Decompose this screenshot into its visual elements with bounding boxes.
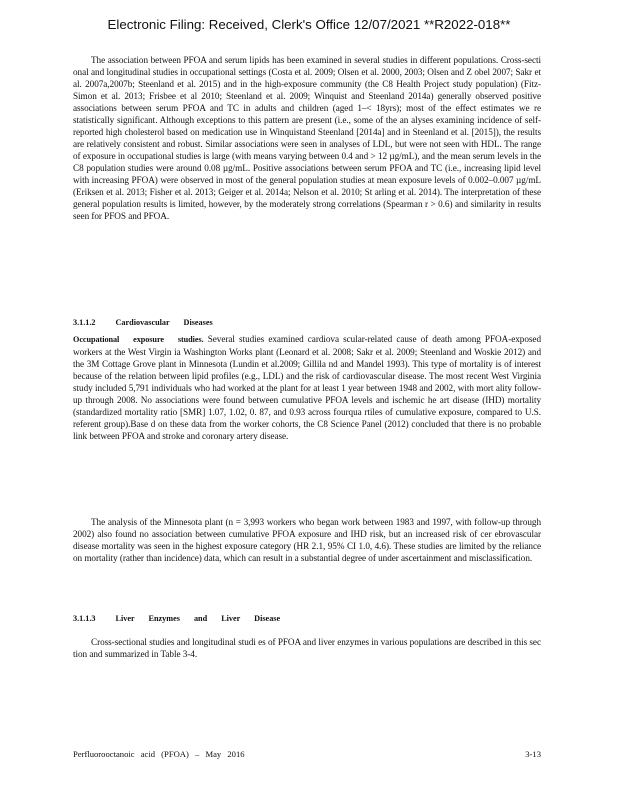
section-title: Cardiovascular Diseases (115, 318, 213, 327)
section-number: 3.1.1.2 (73, 318, 96, 327)
footer-page-number: 3-13 (525, 749, 541, 759)
filing-stamp: Electronic Filing: Received, Clerk's Office 12/07/2021 **R2022-018** (107, 17, 511, 32)
paragraph-minnesota: The analysis of the Minnesota plant (n = 3,993 workers who began work between 1983 and 1997, with follow-up through 2002) also found no association between cumulative PFOA exposure and IHD risk, but an increased risk of cer ebrovascular disease mortality was seen in the highest exposure category (HR 2.1, 95% CI 1.0, 4.6). These studies are limited by the reliance on mortality (rather than incidence) data, which can result in a substantial degree of under ascertainment and misclassification. (73, 517, 541, 563)
paragraph-occupational (73, 333, 541, 442)
run-in-heading: Occupational exposure studies. (73, 335, 204, 344)
paragraph-lipids: The association between PFOA and serum lipids has been examined in several studies in different populations. Cross-secti onal and longitudinal studies in occupational settings (Costa et al. 2009; Olsen et al. 2000, 2003; Olsen and Z obel 2007; Sakr et al. 2007a,2007b; Steenland et al. 2015) and in the high-exposure community (the C8 Health Project study population) (Fitz-Simon et al. 2013; Frisbee et al 2010; Steenland et al. 2009; Winquist and Steenland 2014a) generally observed positive associations between serum PFOA and TC in adults and children (aged 1–< 18yrs); most of the effect estimates we re statistically significant. Although exceptions to this pattern are present (i.e., some of the an alyses examining incidence of self-reported high cholesterol based on medication use in Winquistand Steenland [2014a] and in Steenland et al. [2015]), the results are relatively consistent and robust. Similar associations were seen in analyses of LDL, but were not seen with HDL. The range of exposure in occupational studies is large (with means varying between 0.4 and > 12 µg/mL), and the mean serum levels in the C8 population studies were around 0.08 µg/mL. Positive associations between serum PFOA and TC (i.e., increasing lipid level with increasing PFOA) were observed in most of the general population studies at mean exposure levels of 0.002–0.007 µg/mL (Eriksen et al. 2013; Fisher et al. 2013; Geiger et al. 2014a; Nelson et al. 2010; St arling et al. 2014). The interpretation of these general population results is limited, however, by the moderately strong correlations (Spearman r > 0.6) and similarity in results seen for PFOS and PFOA. (73, 55, 541, 221)
footer-document-title: Perfluorooctanoic acid (PFOA) – May 2016 (73, 749, 245, 759)
section-title: Liver Enzymes and Liver Disease (115, 614, 281, 623)
section-number: 3.1.1.3 (73, 614, 96, 623)
paragraph-liver: Cross-sectional studies and longitudinal studi es of PFOA and liver enzymes in various populations are described in this sec tion and summarized in Table 3-4. (73, 637, 541, 659)
section-heading-cardiovascular (73, 318, 213, 327)
section-heading-liver (73, 614, 280, 623)
paragraph-occupational-text: Several studies examined cardiova scular-related cause of death among PFOA-exposed workers at the West Virgin ia Washington Works plant (Leonard et al. 2008; Sakr et al. 2009; Steenland and Woskie 2012) and the 3M Cottage Grove plant in Minnesota (Lundin et al.2009; Gillila nd and Mandel 1993). This type of mortality is of interest because of the relation between lipid profiles (e.g., LDL) and the risk of cardiovascular disease. The most recent West Virginia study included 5,791 individuals who had worked at the plant for at least 1 year between 1948 and 2002, with mort ality follow-up through 2008. No associations were found between cumulative PFOA levels and ischemic he art disease (IHD) mortality (standardized mortality ratio [SMR] 1.07, 1.02, 0. 87, and 0.93 across fourqua rtiles of cumulative exposure, compared to U.S. referent group).Base d on these data from the worker cohorts, the C8 Science Panel (2012) concluded that there is no probable link between PFOA and stroke and coronary artery disease. (73, 334, 541, 441)
